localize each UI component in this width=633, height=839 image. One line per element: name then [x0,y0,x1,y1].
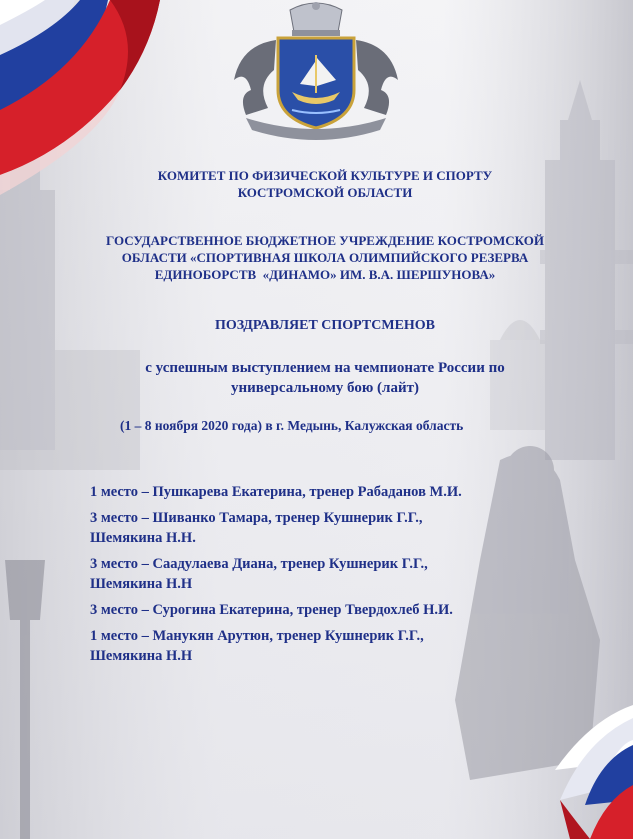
result-line: 1 место – Пушкарева Екатерина, тренер Рабаданов М.И. [90,484,462,500]
result-line: Шемякина Н.Н. [90,530,196,546]
result-line: 3 место – Сурогина Екатерина, тренер Твердохлеб Н.И. [90,602,453,618]
event-details: (1 – 8 ноября 2020 года) в г. Медынь, Калужская область [120,418,464,433]
institution-line-1: ГОСУДАРСТВЕННОЕ БЮДЖЕТНОЕ УЧРЕЖДЕНИЕ КОСТРОМСКОЙ [106,233,544,248]
institution-heading [60,232,590,283]
result-item [90,600,610,620]
result-item [90,554,610,594]
institution-line-3: ЕДИНОБОРСТВ «ДИНАМО» ИМ. В.А. ШЕРШУНОВА» [154,267,496,282]
intro-line-2: универсальному бою (лайт) [231,380,419,396]
committee-heading [60,167,590,201]
intro-text [60,358,590,398]
committee-line-1: КОМИТЕТ ПО ФИЗИЧЕСКОЙ КУЛЬТУРЕ И СПОРТУ [157,168,493,183]
result-item [90,626,610,666]
result-line: Шемякина Н.Н [90,648,193,664]
intro-line-1: с успешным выступлением на чемпионате России по [145,360,505,376]
result-line: 1 место – Манукян Арутюн, тренер Кушнерик Г.Г., [90,628,424,644]
results-list [90,482,610,672]
committee-line-2: КОСТРОМСКОЙ ОБЛАСТИ [237,185,413,200]
result-line: 3 место – Шиванко Тамара, тренер Кушнерик Г.Г., [90,510,423,526]
institution-line-2: ОБЛАСТИ «СПОРТИВНАЯ ШКОЛА ОЛИМПИЙСКОГО РЕЗЕРВА [121,250,529,265]
result-item [90,508,610,548]
result-line: 3 место – Саадулаева Диана, тренер Кушнерик Г.Г., [90,556,428,572]
result-line: Шемякина Н.Н [90,576,193,592]
congratulations-heading: ПОЗДРАВЛЯЕТ СПОРТСМЕНОВ [214,318,436,333]
result-item [90,482,610,502]
